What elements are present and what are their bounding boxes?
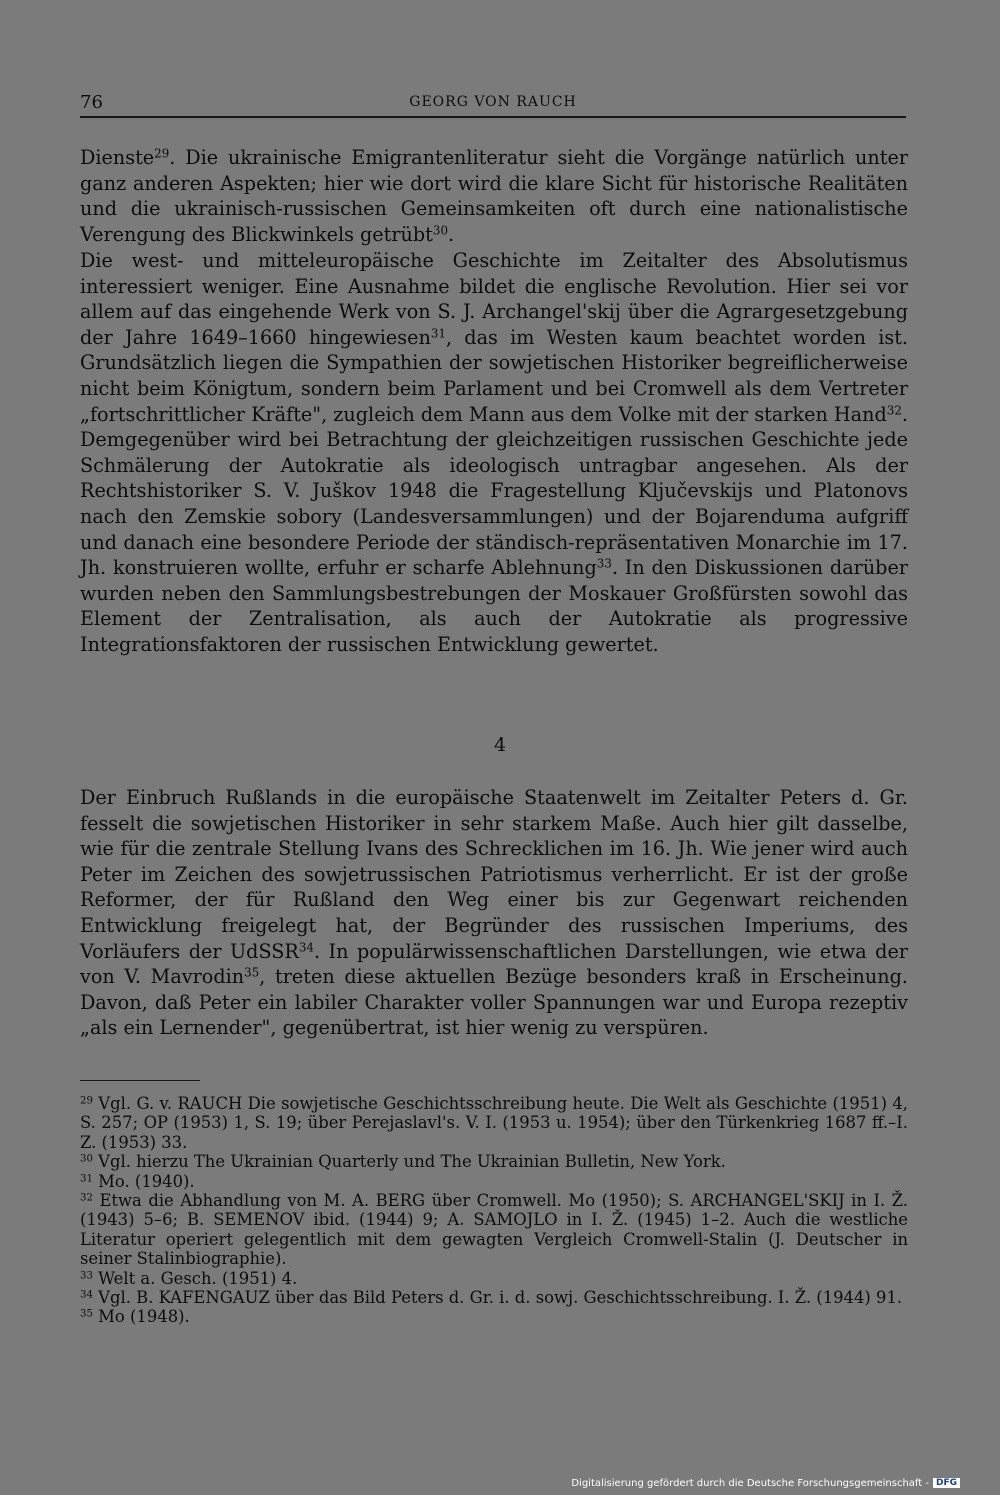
footnote-text: Welt a. Gesch. (1951) 4. xyxy=(92,1268,298,1288)
footnote-ref-34: 34 xyxy=(298,940,314,955)
text-run: , treten diese aktuellen Bezüge besonders kraß in Erscheinung. Davon, daß Peter ein labiler Charakter voller Spannungen war und Europa rezeptiv „als ein Lernender", gegenübertrat, ist hier wenig zu verspüren. xyxy=(80,965,908,1040)
text-run: . xyxy=(448,222,455,246)
footnote-text: Etwa die Abhandlung von M. A. BERG über Cromwell. Mo (1950); S. ARCHANGEL'SKIJ in I. Ž. (1943) 5–6; B. SEMENOV ibid. (1944) 9; A. SAMOJLO in I. Ž. (1945) 1–2. Auch die westliche Literatur operiert gelegentlich mit dem gewagten Vergleich Cromwell-Stalin (J. Deutscher in seiner Stalinbiographie). xyxy=(80,1191,908,1269)
text-run: . In populärwissenschaftlichen Darstellungen, wie etwa der von V. Mavrodin xyxy=(80,939,908,989)
paragraph-1 xyxy=(80,145,908,247)
footnote-number: 30 xyxy=(80,1153,93,1165)
paragraph-3-text xyxy=(80,785,908,1041)
footnote-33 xyxy=(80,1269,908,1288)
footnotes xyxy=(80,1094,908,1327)
footnote-text: Vgl. G. v. RAUCH Die sowjetische Geschichtsschreibung heute. Die Welt als Geschichte (1951) 4, S. 257; OP (1953) 1, S. 19; über Perejaslavl's. V. I. (1953 u. 1954); über den Türkenkrieg 1687 ff.–I. Z. (1953) 33. xyxy=(80,1094,908,1152)
dfg-logo-icon: DFG xyxy=(933,1478,960,1488)
digitization-credit xyxy=(571,1478,960,1489)
footnote-ref-30: 30 xyxy=(432,223,449,238)
footnote-31 xyxy=(80,1172,908,1191)
paragraph-2-text xyxy=(80,248,908,658)
footnote-number: 32 xyxy=(80,1192,93,1204)
section-number: 4 xyxy=(493,734,507,756)
text-run: . Die ukrainische Emigrantenliteratur sieht die Vorgänge natürlich unter ganz anderen Aspekten; hier wie dort wird die klare Sicht für historische Realitäten und die ukrainisch-russischen Gemeinsamkeiten oft durch eine nationalistische Verengung des Blickwinkels getrübt xyxy=(80,146,908,246)
page-number: 76 xyxy=(80,92,103,113)
footnote-number: 34 xyxy=(80,1289,93,1301)
footnote-divider xyxy=(80,1080,200,1081)
footnote-number: 35 xyxy=(80,1308,93,1320)
footnote-ref-31: 31 xyxy=(430,326,446,341)
text-run: . Demgegenüber wird bei Betrachtung der gleichzeitigen russischen Geschichte jede Schmälerung der Autokratie als ideologisch untragbar angesehen. Als der Rechtshistoriker S. V. Juškov 1948 die Fragestellung Ključevskijs und Platonovs nach den Zemskie sobory (Landesversammlungen) und der Bojarenduma aufgriff und danach eine besondere Periode der ständisch-repräsentativen Monarchie im 17. Jh. konstruieren wollte, erfuhr er scharfe Ablehnung xyxy=(80,402,908,580)
footnote-number: 33 xyxy=(80,1270,93,1282)
credit-text: Digitalisierung gefördert durch die Deutsche Forschungsgemeinschaft - xyxy=(571,1478,929,1489)
paragraph-3 xyxy=(80,785,908,1041)
footnote-ref-33: 33 xyxy=(596,556,612,571)
text-run: , das im Westen kaum beachtet worden ist. Grundsätzlich liegen die Sympathien der sowjetischen Historiker begreiflicherweise nicht beim Königtum, sondern beim Parlament und bei Cromwell als dem Vertreter „fortschrittlicher Kräfte", zugleich dem Mann aus dem Volke mit der starken Hand xyxy=(80,325,908,426)
paragraph-1-text xyxy=(80,145,908,247)
footnote-35 xyxy=(80,1307,908,1326)
footnote-text: Vgl. B. KAFENGAUZ über das Bild Peters d. Gr. i. d. sowj. Geschichtsschreibung. I. Ž. (1944) 91. xyxy=(92,1288,903,1308)
footnote-ref-35: 35 xyxy=(244,965,260,980)
footnote-32 xyxy=(80,1191,908,1269)
running-head: GEORG VON RAUCH xyxy=(409,94,577,110)
footnote-number: 31 xyxy=(80,1173,93,1185)
text-run: Dienste xyxy=(80,146,155,169)
footnote-text: Vgl. hierzu The Ukrainian Quarterly und The Ukrainian Bulletin, New York. xyxy=(92,1152,726,1172)
footnote-30 xyxy=(80,1152,908,1171)
footnote-29 xyxy=(80,1094,908,1152)
text-run: Der Einbruch Rußlands in die europäische Staatenwelt im Zeitalter Peters d. Gr. fesselt die sowjetischen Historiker in sehr starkem Maße. Auch hier gilt dasselbe, wie für die zentrale Stellung Ivans des Schrecklichen im 16. Jh. Wie jener wird auch Peter im Zeichen des sowjetrussischen Patriotismus verherrlicht. Er ist der große Reformer, der für Rußland den Weg einer bis zur Gegenwart reichenden Entwicklung freigelegt hat, der Begründer des russischen Imperiums, des Vorläufers der UdSSR xyxy=(80,786,908,963)
page-header xyxy=(80,92,906,118)
text-run: . In den Diskussionen darüber wurden neben den Sammlungsbestrebungen der Moskauer Großfürsten sowohl das Element der Zentralisation, als auch der Autokratie als progressive Integrationsfaktoren der russischen Entwicklung gewertet. xyxy=(80,556,908,656)
footnote-34 xyxy=(80,1288,908,1307)
footnote-text: Mo. (1940). xyxy=(92,1171,195,1191)
footnote-text: Mo (1948). xyxy=(92,1307,190,1327)
footnote-number: 29 xyxy=(80,1095,93,1107)
paragraph-2 xyxy=(80,248,908,658)
text-run: Die west- und mitteleuropäische Geschichte im Zeitalter des Absolutismus interessiert weniger. Eine Ausnahme bildet die englische Revolution. Hier sei vor allem auf das eingehende Werk von S. J. Archangel'skij über die Agrargesetzgebung der Jahre 1649–1660 hingewiesen xyxy=(80,249,908,349)
footnote-ref-29: 29 xyxy=(154,146,170,161)
footnote-ref-32: 32 xyxy=(886,403,902,418)
